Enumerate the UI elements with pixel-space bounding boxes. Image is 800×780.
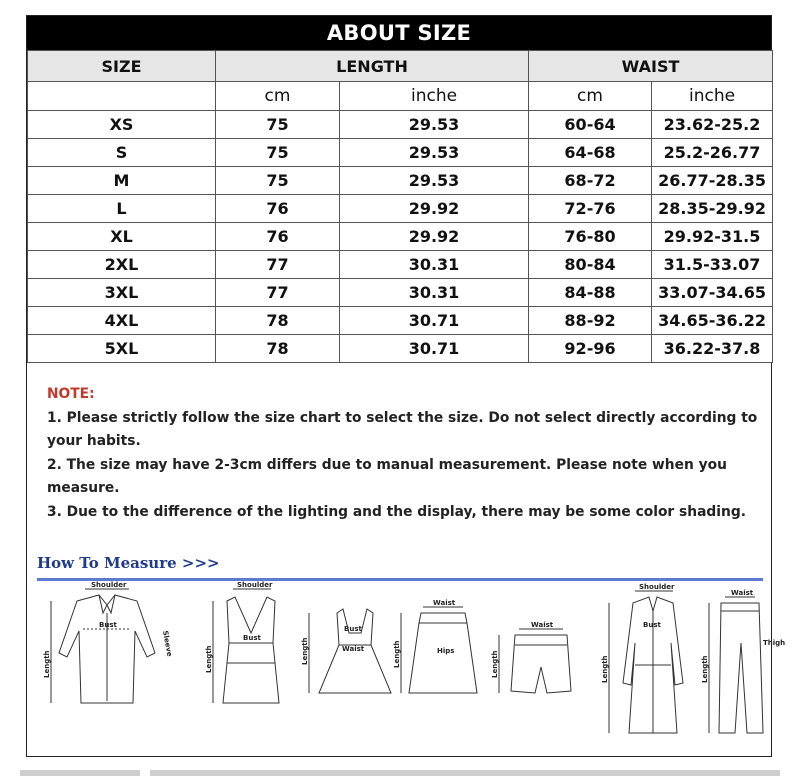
- cell-length-inch: 29.53: [340, 111, 529, 139]
- unit-length-inch: inche: [340, 82, 529, 111]
- how-to-measure-divider: [37, 578, 763, 581]
- size-table: [27, 50, 773, 363]
- cell-waist-inch: 26.77-28.35: [652, 167, 773, 195]
- coat-figure: [601, 583, 683, 733]
- label-length-2: Length: [205, 645, 213, 673]
- size-chart-frame: [26, 15, 786, 757]
- label-length-3: Length: [301, 637, 309, 665]
- header-waist: WAIST: [529, 51, 773, 82]
- cell-waist-inch: 33.07-34.65: [652, 279, 773, 307]
- table-row: [28, 111, 773, 139]
- shorts-figure: [491, 621, 571, 693]
- table-row: [28, 335, 773, 363]
- measurement-illustrations: [37, 581, 786, 748]
- cell-waist-inch: 25.2-26.77: [652, 139, 773, 167]
- trousers-figure: [701, 589, 785, 733]
- cell-waist-inch: 34.65-36.22: [652, 307, 773, 335]
- label-shoulder-2: Shoulder: [237, 581, 273, 589]
- units-row: [28, 82, 773, 111]
- cell-size: XS: [28, 111, 216, 139]
- cell-length-inch: 29.53: [340, 167, 529, 195]
- cell-size: 4XL: [28, 307, 216, 335]
- cell-waist-cm: 68-72: [529, 167, 652, 195]
- blouse-figure: [43, 581, 174, 703]
- label-thigh: Thigh: [763, 639, 786, 647]
- cell-size: 5XL: [28, 335, 216, 363]
- label-bust-3: Bust: [344, 625, 362, 633]
- notes-section: [47, 383, 775, 524]
- label-waist-7: Waist: [731, 589, 754, 597]
- how-to-measure-heading: [37, 554, 220, 572]
- cell-waist-cm: 80-84: [529, 251, 652, 279]
- units-empty-cell: [28, 82, 216, 111]
- table-row: [28, 139, 773, 167]
- cell-length-inch: 29.92: [340, 195, 529, 223]
- cell-length-cm: 78: [216, 335, 340, 363]
- cell-size: L: [28, 195, 216, 223]
- table-header-row: [28, 51, 773, 82]
- size-rows: [28, 111, 773, 363]
- note-title: NOTE:: [47, 386, 95, 402]
- cell-length-cm: 75: [216, 139, 340, 167]
- unit-length-cm: cm: [216, 82, 340, 111]
- label-shoulder: Shoulder: [91, 581, 127, 589]
- cell-length-inch: 29.53: [340, 139, 529, 167]
- cell-waist-cm: 84-88: [529, 279, 652, 307]
- unit-waist-cm: cm: [529, 82, 652, 111]
- cell-length-cm: 75: [216, 111, 340, 139]
- cell-length-cm: 75: [216, 167, 340, 195]
- label-length-6: Length: [601, 655, 609, 683]
- cell-size: S: [28, 139, 216, 167]
- label-waist-3: Waist: [342, 645, 365, 653]
- cell-size: 2XL: [28, 251, 216, 279]
- table-row: [28, 223, 773, 251]
- cell-size: XL: [28, 223, 216, 251]
- table-row: [28, 279, 773, 307]
- dress-figure: [301, 609, 391, 693]
- note-item-1: 1. Please strictly follow the size chart to select the size. Do not select directly according to your habits.: [47, 409, 758, 449]
- cell-waist-cm: 60-64: [529, 111, 652, 139]
- cell-waist-cm: 72-76: [529, 195, 652, 223]
- header-length: LENGTH: [216, 51, 529, 82]
- cell-waist-inch: 31.5-33.07: [652, 251, 773, 279]
- cell-length-inch: 30.71: [340, 307, 529, 335]
- unit-waist-inch: inche: [652, 82, 773, 111]
- label-length-4: Length: [393, 640, 401, 668]
- header-size: SIZE: [28, 51, 216, 82]
- label-waist-4: Waist: [433, 599, 456, 607]
- label-hips: Hips: [437, 647, 455, 655]
- cell-length-cm: 77: [216, 279, 340, 307]
- skirt-figure: [393, 599, 477, 693]
- note-item-2: 2. The size may have 2-3cm differs due to manual measurement. Please note when you measure.: [47, 456, 727, 496]
- cell-length-inch: 30.31: [340, 251, 529, 279]
- cell-waist-cm: 88-92: [529, 307, 652, 335]
- label-shoulder-6: Shoulder: [639, 583, 675, 591]
- label-length-7: Length: [701, 655, 709, 683]
- label-bust-6: Bust: [643, 621, 661, 629]
- chart-title: ABOUT SIZE: [27, 16, 771, 50]
- table-row: [28, 251, 773, 279]
- label-length-5: Length: [491, 650, 499, 678]
- cell-length-cm: 78: [216, 307, 340, 335]
- cell-waist-inch: 28.35-29.92: [652, 195, 773, 223]
- cell-waist-cm: 92-96: [529, 335, 652, 363]
- cell-waist-cm: 64-68: [529, 139, 652, 167]
- label-bust-2: Bust: [243, 634, 261, 642]
- cell-waist-inch: 23.62-25.2: [652, 111, 773, 139]
- cell-length-cm: 76: [216, 195, 340, 223]
- label-bust: Bust: [99, 621, 117, 629]
- label-sleeve: Sleeve: [161, 629, 174, 658]
- table-row: [28, 167, 773, 195]
- table-row: [28, 307, 773, 335]
- cell-size: 3XL: [28, 279, 216, 307]
- cell-length-inch: 30.71: [340, 335, 529, 363]
- tank-top-figure: [205, 581, 279, 703]
- how-to-measure-arrows: >>>: [181, 554, 220, 572]
- label-length: Length: [43, 650, 51, 678]
- label-waist-5: Waist: [531, 621, 554, 629]
- bottom-decoration: [0, 770, 800, 780]
- note-item-3: 3. Due to the difference of the lighting and the display, there may be some color shading.: [47, 503, 746, 520]
- cell-length-cm: 77: [216, 251, 340, 279]
- cell-length-inch: 29.92: [340, 223, 529, 251]
- cell-length-inch: 30.31: [340, 279, 529, 307]
- cell-length-cm: 76: [216, 223, 340, 251]
- cell-waist-inch: 29.92-31.5: [652, 223, 773, 251]
- cell-waist-inch: 36.22-37.8: [652, 335, 773, 363]
- cell-size: M: [28, 167, 216, 195]
- how-to-measure-title: How To Measure: [37, 554, 177, 572]
- table-row: [28, 195, 773, 223]
- cell-waist-cm: 76-80: [529, 223, 652, 251]
